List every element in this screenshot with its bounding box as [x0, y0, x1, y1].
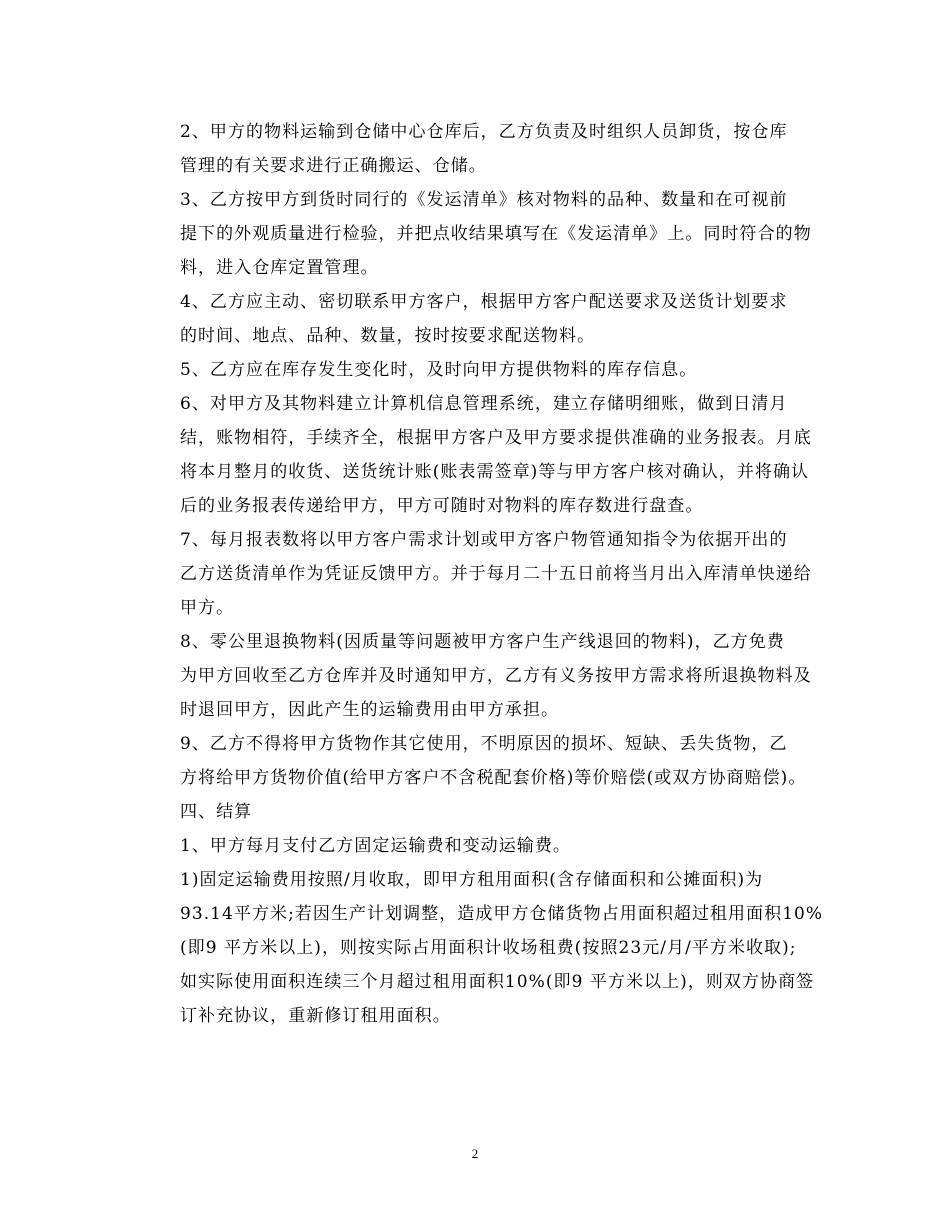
paragraph-item-6: [146, 387, 812, 523]
paragraph-item-2: [146, 115, 806, 183]
paragraph-line: 四、结算: [180, 802, 253, 822]
paragraph-line: 甲方。: [180, 598, 235, 618]
paragraph-line: 订补充协议，重新修订租用面积。: [180, 1006, 451, 1026]
paragraph-item-5: [146, 353, 806, 387]
paragraph-settlement-1-1: [146, 863, 824, 1033]
paragraph-settlement-1: [146, 829, 806, 863]
paragraph-section-4-heading: [146, 795, 806, 829]
paragraph-line: (即9 平方米以上)，则按实际占用面积计收场租费(按照23元/月/平方米收取);: [180, 938, 797, 958]
paragraph-item-8: [146, 625, 812, 727]
paragraph-line: 时退回甲方，因此产生的运输费用由甲方承担。: [180, 700, 560, 720]
paragraph-line: 6、对甲方及其物料建立计算机信息管理系统，建立存储明细账，做到日清月: [180, 394, 788, 414]
paragraph-line: 将本月整月的收货、送货统计账(账表需签章)等与甲方客户核对确认，并将确认: [180, 462, 810, 482]
paragraph-line: 料，进入仓库定置管理。: [180, 258, 379, 278]
paragraph-line: 4、乙方应主动、密切联系甲方客户，根据甲方客户配送要求及送货计划要求: [180, 292, 788, 312]
paragraph-line: 1)固定运输费用按照/月收取，即甲方租用面积(含存储面积和公摊面积)为: [180, 870, 764, 890]
paragraph-line: 如实际使用面积连续三个月超过租用面积10%(即9 平方米以上)，则双方协商签: [180, 972, 815, 992]
paragraph-line: 93.14平方米;若因生产计划调整，造成甲方仓储货物占用面积超过租用面积10%: [180, 904, 824, 924]
paragraph-line: 3、乙方按甲方到货时同行的《发运清单》核对物料的品种、数量和在可视前: [180, 190, 788, 210]
paragraph-line: 5、乙方应在库存发生变化时，及时向甲方提供物料的库存信息。: [180, 360, 698, 380]
paragraph-line: 2、甲方的物料运输到仓储中心仓库后，乙方负责及时组织人员卸货，按仓库: [180, 122, 788, 142]
paragraph-line: 后的业务报表传递给甲方，甲方可随时对物料的库存数进行盘查。: [180, 496, 704, 516]
paragraph-line: 管理的有关要求进行正确搬运、仓储。: [180, 156, 487, 176]
document-body: [146, 115, 824, 1033]
paragraph-line: 9、乙方不得将甲方货物作其它使用，不明原因的损坏、短缺、丢失货物，乙: [180, 734, 788, 754]
paragraph-line: 提下的外观质量进行检验，并把点收结果填写在《发运清单》上。同时符合的物: [180, 224, 812, 244]
paragraph-item-9: [146, 727, 806, 795]
paragraph-line: 7、每月报表数将以甲方客户需求计划或甲方客户物管通知指令为依据开出的: [180, 530, 788, 550]
paragraph-line: 乙方送货清单作为凭证反馈甲方。并于每月二十五日前将当月出入库清单快递给: [180, 564, 812, 584]
paragraph-line: 为甲方回收至乙方仓库并及时通知甲方，乙方有义务按甲方需求将所退换物料及: [180, 666, 812, 686]
paragraph-line: 1、甲方每月支付乙方固定运输费和变动运输费。: [180, 836, 571, 856]
paragraph-item-4: [146, 285, 806, 353]
paragraph-item-3: [146, 183, 812, 285]
paragraph-line: 方将给甲方货物价值(给甲方客户不含税配套价格)等价赔偿(或双方协商赔偿)。: [180, 768, 807, 788]
paragraph-item-7: [146, 523, 812, 625]
paragraph-line: 的时间、地点、品种、数量，按时按要求配送物料。: [180, 326, 596, 346]
paragraph-line: 8、零公里退换物料(因质量等问题被甲方客户生产线退回的物料)，乙方免费: [180, 632, 785, 652]
page-number: 2: [471, 1146, 479, 1161]
paragraph-line: 结，账物相符，手续齐全，根据甲方客户及甲方要求提供准确的业务报表。月底: [180, 428, 812, 448]
